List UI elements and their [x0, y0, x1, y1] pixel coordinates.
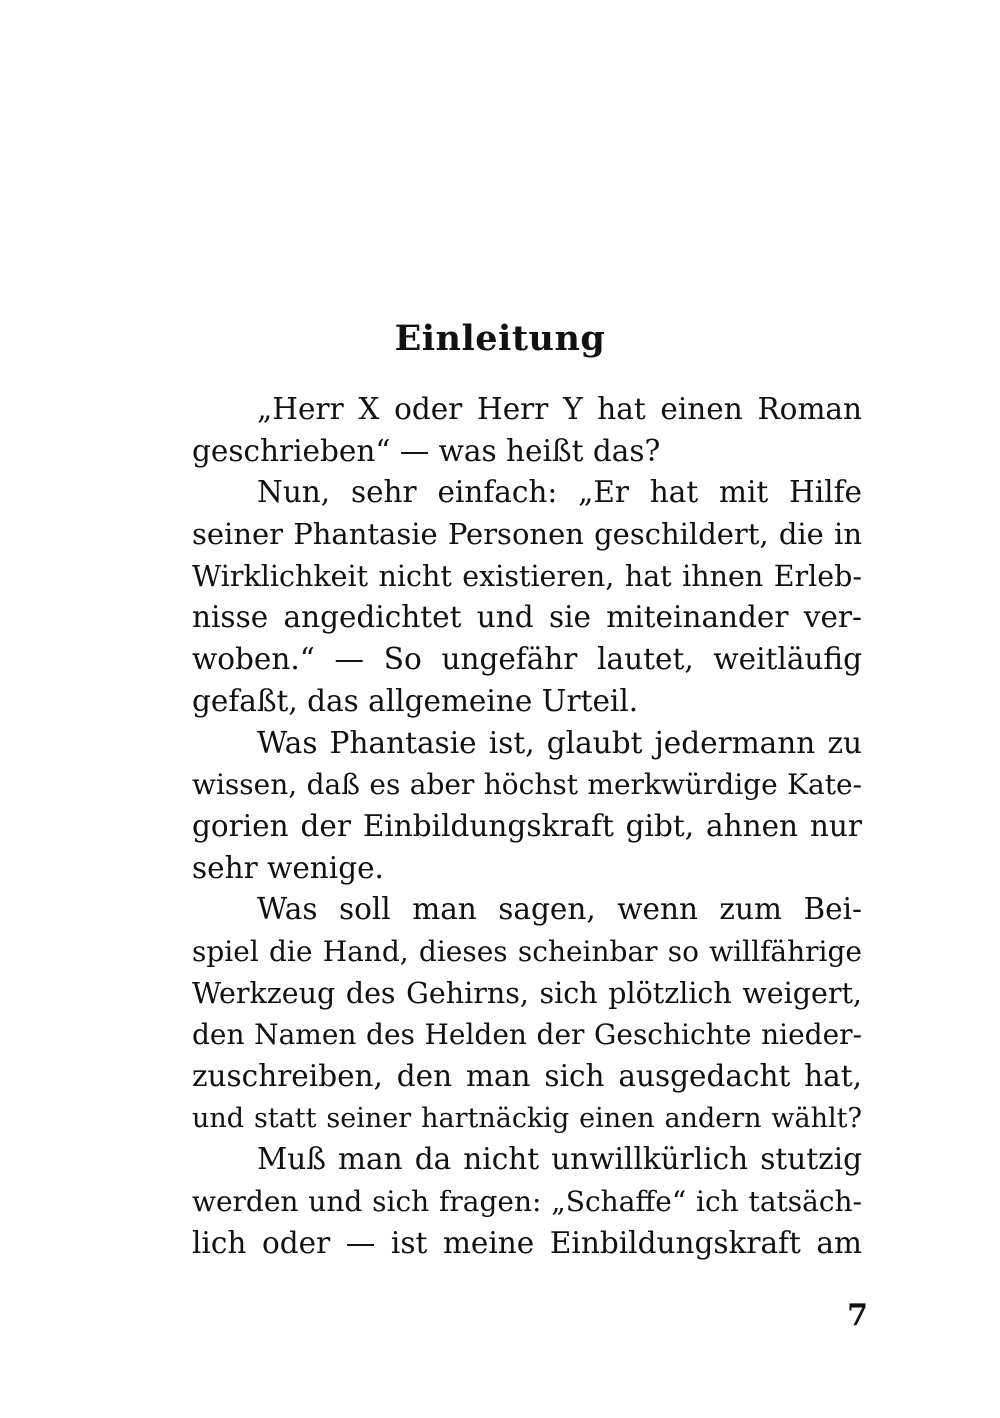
text-line: gorien der Einbildungskraft gibt, ahnen nur — [192, 808, 862, 843]
text-line: Was Phantasie ist, glaubt jedermann zu — [257, 725, 862, 760]
text-line: gefaßt, das allgemeine Urteil. — [192, 683, 639, 718]
text-line: seiner Phantasie Personen geschildert, die in — [192, 517, 862, 552]
text-line: Werkzeug des Gehirns, sich plötzlich weigert, — [192, 976, 862, 1010]
text-line: sehr wenige. — [192, 850, 384, 885]
text-line: spiel die Hand, dieses scheinbar so willfährige — [192, 934, 862, 968]
text-line: lich oder — ist meine Einbildungskraft am — [192, 1225, 862, 1260]
text-line: „Herr X oder Herr Y hat einen Roman — [257, 392, 862, 426]
text-line: nisse angedichtet und sie miteinander ver- — [192, 600, 862, 635]
text-line: und statt seiner hartnäckig einen andern wählt? — [192, 1102, 862, 1134]
text-line: Wirklichkeit nicht existieren, hat ihnen Erleb- — [192, 559, 862, 593]
text-line: werden und sich fragen: „Schaffe“ ich tatsäch- — [192, 1185, 862, 1219]
text-line: geschrieben“ — was heißt das? — [192, 433, 661, 468]
text-line: woben.“ — So ungefähr lautet, weitläufig — [192, 642, 862, 677]
text-line: wissen, daß es aber höchst merkwürdige Kate- — [192, 768, 862, 802]
text-line: Nun, sehr einfach: „Er hat mit Hilfe — [257, 475, 862, 510]
text-line: Muß man da nicht unwillkürlich stutzig — [257, 1142, 862, 1177]
chapter-heading: Einleitung — [394, 318, 606, 359]
page-number: 7 — [847, 1298, 868, 1333]
text-line: zuschreiben, den man sich ausgedacht hat, — [192, 1059, 862, 1093]
text-line: Was soll man sagen, wenn zum Bei- — [257, 892, 862, 927]
text-line: den Namen des Helden der Geschichte nieder- — [192, 1018, 862, 1052]
body-text — [192, 389, 862, 1264]
